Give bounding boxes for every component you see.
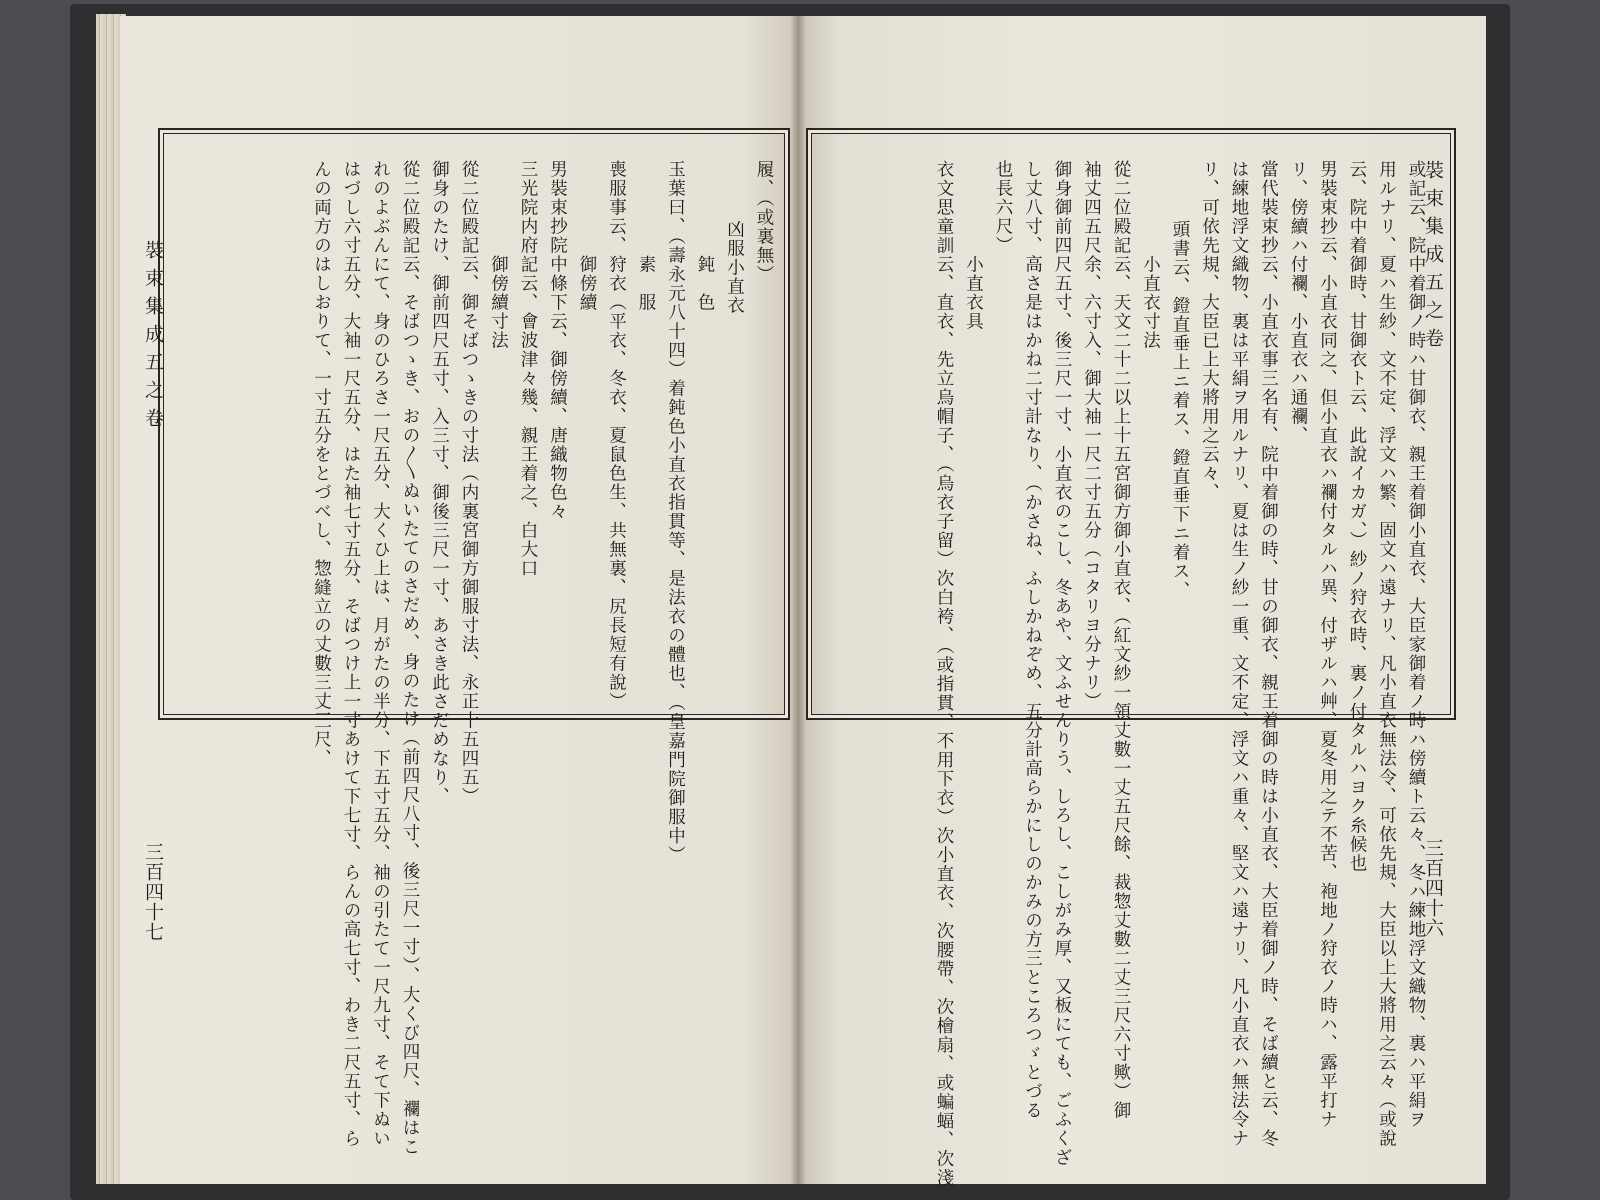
text-column: 喪服事云、狩衣（平衣、冬衣、夏鼠色生、共無裏、尻長短有說） <box>606 160 627 711</box>
text-column: は練地浮文織物、裏は平絹ヲ用ルナリ、夏は生ノ紗一重、文不定、浮文ハ重々、堅文ハ遠ナリ、凡小直衣ハ無法令ナ <box>1229 160 1249 1148</box>
text-column: 御身のたけ、御前四尺五寸、入三寸、御後三尺一寸、あさき此さだめなり、 <box>429 160 450 806</box>
text-column: 用ルナリ、夏ハ生紗、文不定、浮文ハ繁、固文ハ遠ナリ、凡小直衣無法令、可依先規、大臣以上大將用之云々（或說 <box>1376 160 1397 1148</box>
left-page-number: 三百四十七 <box>142 842 164 942</box>
text-column: リ、可依先規、大臣已上大將用之云々、 <box>1199 160 1220 502</box>
section-heading: 鈍 色 <box>695 255 715 312</box>
text-column: リ、傍續ハ付襴、小直衣ハ通襴、 <box>1288 160 1308 445</box>
text-column: んの両方のはしおりて、一寸五分をとづべし、惣縫立の丈數三丈三尺、 <box>311 160 332 768</box>
text-column: 也長六尺） <box>993 160 1013 255</box>
section-heading: 御傍續 <box>577 255 597 312</box>
left-page-text <box>306 160 778 1157</box>
text-column: 衣文思童訓云、直衣、先立烏帽子、（烏衣子留）次白袴、（或指貫、不用下衣）次小直衣、次腰帶、次檜扇、或蝙蝠、次淺 <box>934 160 954 1188</box>
section-heading: 小直衣具 <box>963 255 984 331</box>
text-column: れのよぶんにて、身のひろさ一尺五分、大くひ上は、月がたの半分、下五寸五分、袖の引たて一尺九寸、そて下ぬい <box>370 160 391 1148</box>
text-column: 御身御前四尺五寸、後三尺一寸、小直衣のこし、冬あや、文ふせんりう、しろし、こしがみ厚、又板にても、ごふくざ <box>1052 160 1072 1167</box>
right-page-number: 三百四十六 <box>1422 838 1444 938</box>
left-running-head: 裝束集成五之卷 <box>142 240 164 436</box>
right-page-text <box>929 160 1431 1188</box>
text-column: 男裝束抄云、小直衣同之、但小直衣ハ襴付タルハ異、付ザルハ艸、夏冬用之テ不苦、袍地ノ狩衣ノ時ハ、露平打ナ <box>1317 160 1338 1129</box>
section-heading: 御傍續寸法 <box>488 255 509 350</box>
text-column: 云、院中着御時、甘御衣ト云、此說イカガ、）紗ノ狩衣時、裏ノ付タルハヨク糸候也 <box>1347 160 1367 874</box>
text-column: 當代裝束抄云、小直衣事三名有、院中着御の時、甘の御衣、親王着御の時は小直衣、大臣着御ノ時、そば續と云、冬 <box>1258 160 1279 1148</box>
text-column: 從二位殿記云、そばつゝき、おの〳〵ぬいたてのさだめ、身のたけ（前四尺八寸、後三尺一寸）、大くび四尺、襴はこ <box>400 160 420 1157</box>
text-column: 履、（或裏無） <box>754 160 774 285</box>
right-running-head: 裝束集成五之卷 <box>1422 160 1444 356</box>
text-column: し丈八寸、高さ是はかね二寸計なり、（かさね、ふしかねぞめ、五分計高らかにしのかみの方三ところつゞとづる <box>1022 160 1043 1121</box>
text-column: はづし六寸五分、大袖一尺五分、はた袖七寸五分、そばつけ上一寸あけて下七寸、らんの高七寸、わき二尺五寸、ら <box>341 160 361 1148</box>
text-column: 凶服小直衣 <box>724 220 745 315</box>
text-column: 從二位殿記云、御そばつゝきの寸法（内裏宮御方御服寸法、永正十五四五） <box>459 160 479 806</box>
text-column: 男裝束抄院中條下云、御傍續、唐織物色々 <box>547 160 568 521</box>
text-column: 頭書云、鐙直垂上ニ着ス、鐙直垂下ニ着ス、 <box>1170 220 1190 600</box>
text-column: 或記云、院中着御ノ時ハ甘御衣、親王着御小直衣、大臣家御着ノ時ハ傍續ト云々、冬ハ練地浮文織物、裏ハ平絹ヲ <box>1406 160 1426 1129</box>
section-heading: 素 服 <box>636 255 656 312</box>
text-column: 從二位殿記云、天文二十二以上十五宮御方御小直衣、（紅文紗一領丈數一丈五尺餘、裁惣丈數二丈三尺六寸歟）御 <box>1111 160 1131 1121</box>
text-column: 三光院内府記云、會波津々幾、親王着之、白大口 <box>518 160 538 578</box>
text-column: 袖丈四五尺余、六寸入、御大袖一尺二寸五分（コタリヨ分ナリ） <box>1081 160 1102 711</box>
book-gutter <box>790 16 806 1184</box>
text-column: 玉葉曰、（壽永元八十四）着鈍色小直衣指貫等、是法衣の體也、（皇嘉門院御服中） <box>665 160 686 865</box>
section-heading: 小直衣寸法 <box>1140 255 1161 350</box>
